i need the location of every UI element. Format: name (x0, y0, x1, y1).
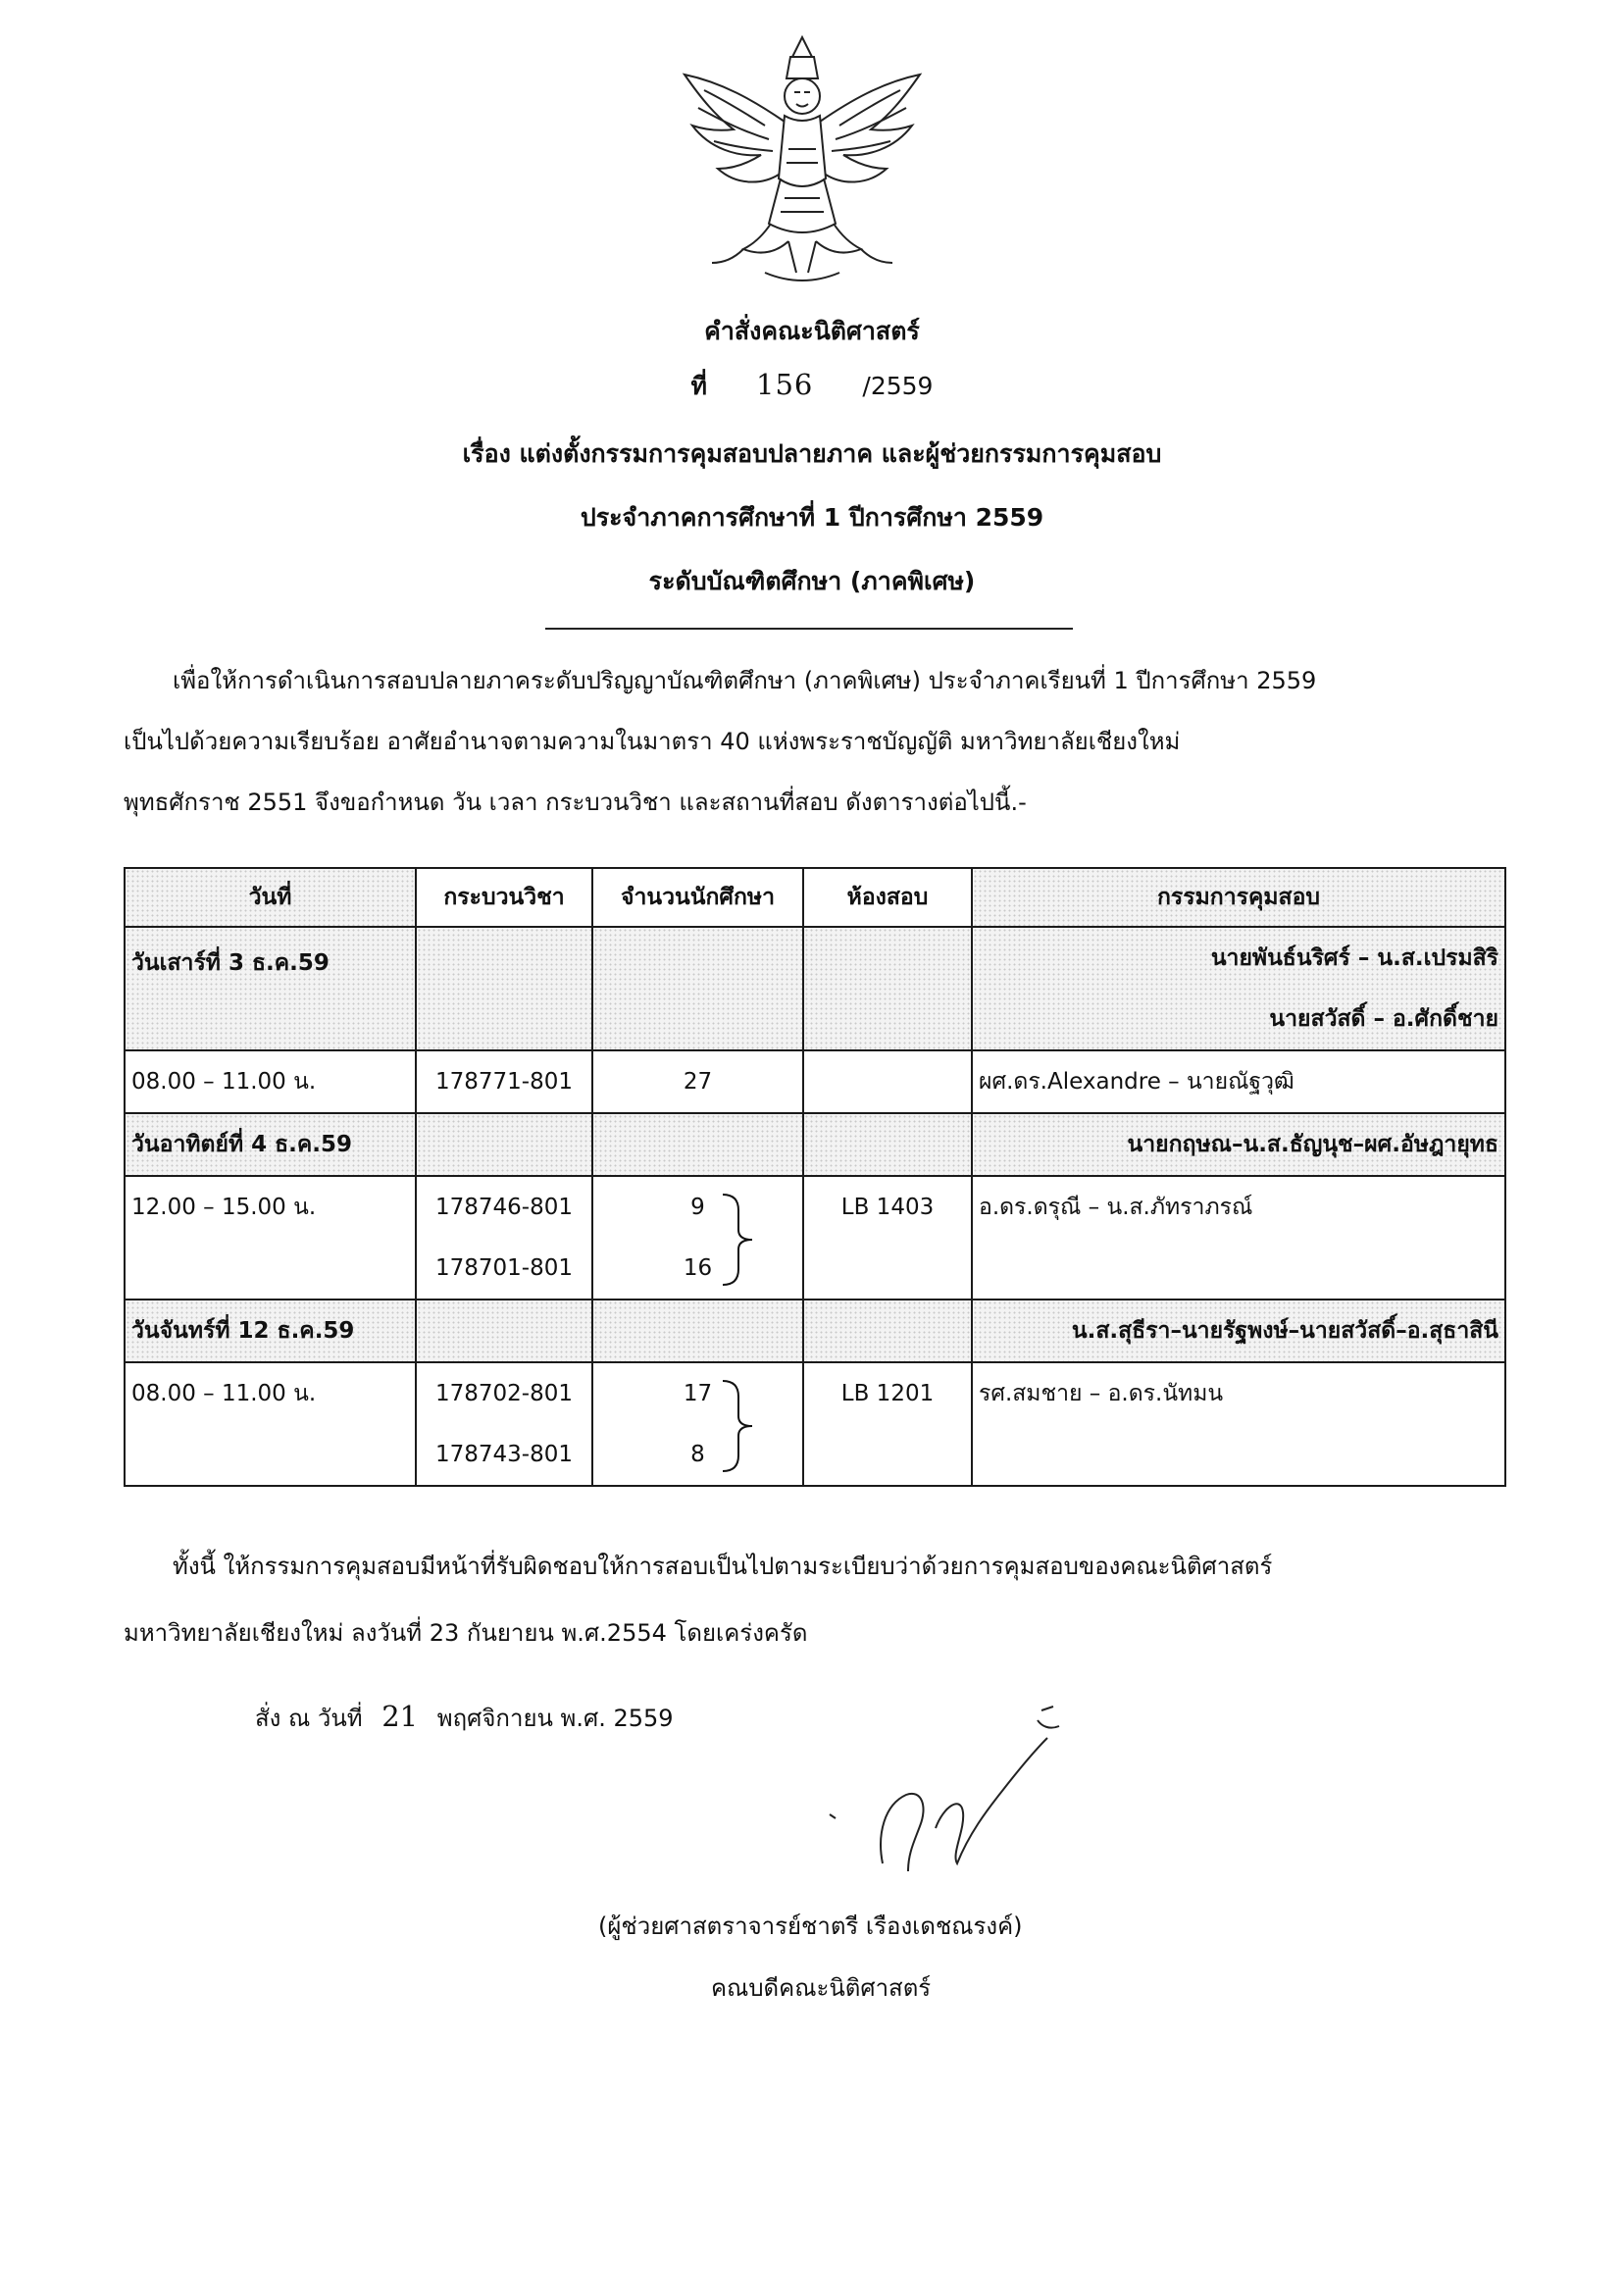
header-students: จำนวนนักศึกษา (592, 868, 803, 927)
order-date (255, 1700, 674, 1733)
header-committee: กรรมการคุมสอบ (972, 868, 1505, 927)
exam-room (810, 1051, 965, 1112)
course-code: 178743-801 (435, 1442, 573, 1467)
order-number: 156 (756, 368, 814, 401)
exam-time: 08.00 – 11.00 น. (131, 1069, 317, 1095)
exam-room: LB 1201 (840, 1381, 935, 1406)
student-count: 16 (683, 1255, 713, 1281)
committee-line: น.ส.สุธีรา–นายรัฐพงษ์–นายสวัสดิ์–อ.สุธาสินี (1071, 1318, 1498, 1344)
student-count: 17 (683, 1381, 713, 1406)
proctor-names: ผศ.ดร.Alexandre – นายณัฐวุฒิ (979, 1069, 1294, 1095)
day-label: วันเสาร์ที่ 3 ธ.ค.59 (125, 927, 416, 1050)
signatory-position: คณบดีคณะนิติศาสตร์ (711, 1974, 932, 2002)
committee-line: นายกฤษณ–น.ส.ธัญนุช–ผศ.อัษฎายุทธ (1127, 1132, 1498, 1157)
subject-line: เรื่อง แต่งตั้งกรรมการคุมสอบปลายภาค และผู้ช่วยกรรมการคุมสอบ (462, 439, 1162, 468)
student-count: 8 (690, 1442, 705, 1467)
course-code: 178701-801 (435, 1255, 573, 1281)
table-row (125, 927, 1505, 1050)
right-brace-icon (719, 1377, 758, 1475)
garuda-emblem-icon (675, 31, 930, 294)
table-row (125, 1050, 1505, 1113)
order-number-year: /2559 (862, 372, 934, 400)
title-divider (545, 628, 1073, 630)
table-row (125, 1176, 1505, 1300)
course-code: 178746-801 (435, 1195, 573, 1220)
course-code: 178702-801 (435, 1381, 573, 1406)
student-count: 27 (683, 1069, 713, 1095)
table-row (125, 1113, 1505, 1176)
intro-paragraph-line-2: เป็นไปด้วยความเรียบร้อย อาศัยอำนาจตามความในมาตรา 40 แห่งพระราชบัญญัติ มหาวิทยาลัยเชียงใหม่ (124, 728, 1181, 755)
intro-paragraph-line-3: พุทธศักราช 2551 จึงขอกำหนด วัน เวลา กระบวนวิชา และสถานที่สอบ ดังตารางต่อไปนี้.- (124, 789, 1027, 816)
subject-line-3: ระดับบัณฑิตศึกษา (ภาคพิเศษ) (648, 567, 976, 595)
closing-paragraph-line-2: มหาวิทยาลัยเชียงใหม่ ลงวันที่ 23 กันยายน พ.ศ.2554 โดยเคร่งครัด (124, 1619, 808, 1647)
header-room: ห้องสอบ (803, 868, 972, 927)
closing-paragraph-line-1: ทั้งนี้ ให้กรรมการคุมสอบมีหน้าที่รับผิดชอบให้การสอบเป็นไปตามระเบียบว่าด้วยการคุมสอบของคณะนิติศาสตร์ (173, 1553, 1273, 1580)
table-row (125, 1300, 1505, 1362)
table-row (125, 1362, 1505, 1486)
order-date-day: 21 (381, 1700, 419, 1733)
order-title: คำสั่งคณะนิติศาสตร์ (704, 317, 920, 345)
course-code: 178771-801 (435, 1069, 573, 1095)
committee-line: นายสวัสดิ์ – อ.ศักดิ์ชาย (1269, 1006, 1498, 1032)
subject-line-2: ประจำภาคการศึกษาที่ 1 ปีการศึกษา 2559 (580, 503, 1044, 532)
exam-room: LB 1403 (840, 1195, 935, 1220)
order-date-prefix: สั่ง ณ วันที่ (255, 1705, 363, 1732)
student-count: 9 (690, 1195, 705, 1220)
intro-paragraph-line-1: เพื่อให้การดำเนินการสอบปลายภาคระดับปริญญาบัณฑิตศึกษา (ภาคพิเศษ) ประจำภาคเรียนที่ 1 ปีการศึกษา 2559 (173, 667, 1317, 694)
committee-cell (972, 927, 1505, 1050)
proctor-names: รศ.สมชาย – อ.ดร.นัทมน (979, 1381, 1224, 1406)
day-label: วันอาทิตย์ที่ 4 ธ.ค.59 (131, 1132, 353, 1157)
order-number-line (0, 367, 1624, 406)
header-date: วันที่ (125, 868, 416, 927)
order-number-prefix: ที่ (690, 372, 708, 400)
table-header-row (125, 868, 1505, 927)
signatory-name: (ผู้ช่วยศาสตราจารย์ชาตรี เรืองเดชณรงค์) (598, 1912, 1023, 1940)
committee-line: นายพันธ์นริศร์ – น.ส.เปรมสิริ (1210, 945, 1498, 971)
exam-time: 08.00 – 11.00 น. (131, 1381, 317, 1406)
exam-time: 12.00 – 15.00 น. (131, 1195, 317, 1220)
proctor-names: อ.ดร.ดรุณี – น.ส.ภัทราภรณ์ (979, 1195, 1253, 1220)
header-course: กระบวนวิชา (416, 868, 592, 927)
right-brace-icon (719, 1191, 758, 1289)
day-label: วันจันทร์ที่ 12 ธ.ค.59 (131, 1318, 355, 1344)
signature-icon (814, 1697, 1089, 1893)
exam-schedule-table (124, 867, 1506, 1487)
order-date-suffix: พฤศจิกายน พ.ศ. 2559 (436, 1705, 674, 1732)
